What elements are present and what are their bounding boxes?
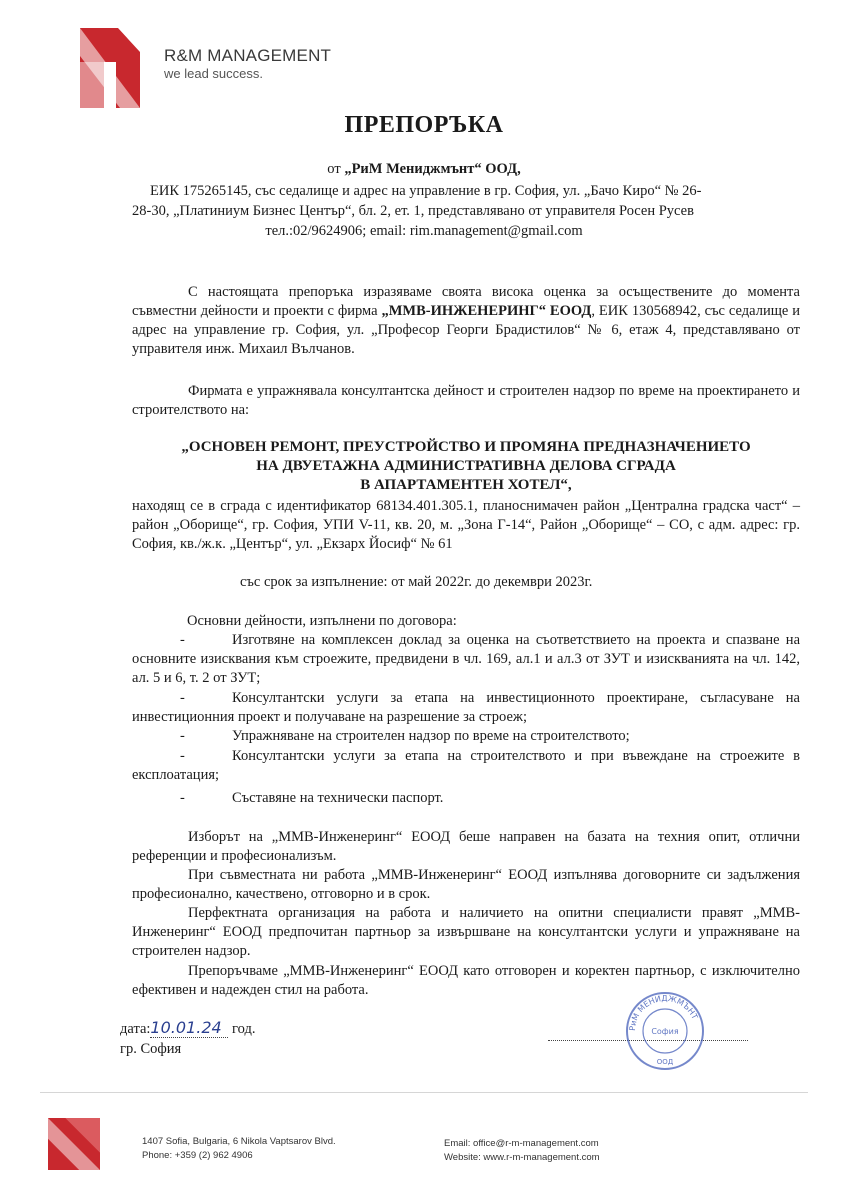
bullet-dash: - [180, 728, 185, 744]
activity-text: Консултантски услуги за етапа на инвестиционното проектиране, съгласуване на инвестиционния проект и получаване на разрешение за строеж; [132, 690, 800, 725]
activity-text: Изготвяне на комплексен доклад за оценка на съответствието на проекта и спазване на основните изисквания към строежите, предвидени в чл. 169, ал.1 и ал.3 от ЗУТ и изискванията на чл. 142, ал. 5 и 6, т. 2 от ЗУТ; [132, 632, 800, 686]
stamp-text: РиМ МЕНИДЖМЪНТ [627, 993, 700, 1032]
closing-paragraph-3: Перфектната организация на работа и наличието на опитни специалисти правят „ММВ-Инженеринг“ ЕООД предпочитан партньор за извършване на консултантски услуги и упражняване на строителен надзор. [132, 905, 800, 959]
project-location: находящ се в сграда с идентификатор 68134.401.305.1, планоснимачен район „Централна градска част“ – район „Оборище“, гр. София, УПИ V-11, кв. 20, м. „Зона Г-14“, Район „Оборище“ – СО, с адм. адрес: гр. София, кв./ж.к. „Център“, ул. „Екзарх Йосиф“ № 61 [132, 498, 800, 552]
project-line-1: „ОСНОВЕН РЕМОНТ, ПРЕУСТРОЙСТВО И ПРОМЯНА ПРЕДНАЗНАЧЕНИЕТО [181, 439, 751, 455]
activity-item-1 [132, 631, 800, 688]
intro-company: „ММВ-ИНЖЕНЕРИНГ“ ЕООД [381, 303, 592, 319]
rm-footer-logo-icon [48, 1118, 100, 1170]
issuer-prefix: от [327, 161, 345, 177]
intro-text-a: С настоящата препоръка изразяваме своята висока оценка за осъществените до момента съвместни дейности и проекти с фирма [132, 284, 800, 319]
closing-paragraph-1: Изборът на „ММВ-Инженеринг“ ЕООД беше направен на базата на техния опит, отлични референции и професионализъм. [132, 829, 800, 864]
project-term: със срок за изпълнение: от май 2022г. до декември 2023г. [240, 574, 593, 590]
intro-text-b: , ЕИК 130568942, със седалище и адрес на управление гр. София, ул. „Професор Георги Брадистилов“ № 6, етаж 4, представлявано от управителя инж. Михаил Вълчанов. [132, 303, 800, 357]
brand-block [164, 46, 331, 82]
project-line-2: НА ДВУЕТАЖНА АДМИНИСТРАТИВНА ДЕЛОВА СГРАДА [256, 458, 676, 474]
rm-logo-icon [80, 28, 140, 108]
activity-text: Упражняване на строителен надзор по време на строителството; [232, 728, 630, 744]
brand-tagline: we lead success. [164, 66, 263, 81]
company-stamp-icon [624, 990, 706, 1072]
activity-paragraph: Фирмата е упражнявала консултантска дейност и строителен надзор по време на проектирането и строителството на: [132, 383, 800, 418]
issuer-name: „РиМ Мениджмънт“ ООД, [344, 161, 521, 177]
project-line-3: В АПАРТАМЕНТЕН ХОТЕЛ“, [360, 477, 572, 493]
activities-heading: Основни дейности, изпълнени по договора: [187, 613, 457, 629]
issuer-line-1 [0, 160, 848, 179]
closing-paragraph-2: При съвместната ни работа „ММВ-Инженеринг“ ЕООД изпълнява договорните си задължения професионално, качествено, отговорно и в срок. [132, 867, 800, 902]
activity-item-5 [132, 789, 800, 808]
bullet-dash: - [180, 790, 185, 806]
issuer-line-3: 28-30, „Платиниум Бизнес Център“, бл. 2, ет. 1, представлявано от управителя Росен Русев [132, 203, 694, 219]
bullet-dash: - [180, 748, 185, 764]
stamp-type: ООД [656, 1058, 674, 1066]
document-title: ПРЕПОРЪКА [344, 112, 504, 138]
bullet-dash: - [180, 632, 185, 648]
footer-divider [40, 1092, 808, 1093]
city-line: гр. София [120, 1041, 182, 1057]
issuer-contacts: тел.:02/9624906; email: rim.management@gmail.com [265, 223, 583, 239]
intro-paragraph [132, 283, 800, 359]
activity-item-2 [132, 689, 800, 727]
date-suffix: год. [228, 1021, 256, 1037]
closing-paragraph-4: Препоръчваме „ММВ-Инженеринг“ ЕООД като отговорен и коректен партньор, с изключително ефективен и надежден стил на работа. [132, 963, 800, 998]
activity-text: Консултантски услуги за етапа на строителството и при въвеждане на строежите в експлоатация; [132, 748, 800, 783]
footer-phone: Phone: +359 (2) 962 4906 [142, 1150, 253, 1161]
brand-name: R&M MANAGEMENT [164, 46, 332, 65]
date-line [120, 1018, 380, 1039]
date-handwritten: 10.01.24 [150, 1018, 228, 1038]
activity-item-3 [132, 727, 800, 746]
svg-text:РиМ МЕНИДЖМЪНТ [628, 994, 699, 1031]
stamp-city: София [651, 1027, 679, 1036]
issuer-line-2: ЕИК 175265145, със седалище и адрес на управление в гр. София, ул. „Бачо Киро“ № 26- [150, 183, 702, 199]
date-label: дата: [120, 1021, 151, 1037]
activity-item-4 [132, 747, 800, 785]
activity-text: Съставяне на технически паспорт. [232, 790, 444, 806]
footer-email[interactable]: Email: office@r-m-management.com [444, 1138, 599, 1149]
bullet-dash: - [180, 690, 185, 706]
footer-address: 1407 Sofia, Bulgaria, 6 Nikola Vaptsarov Blvd. [142, 1136, 336, 1147]
footer-website[interactable]: Website: www.r-m-management.com [444, 1152, 600, 1163]
